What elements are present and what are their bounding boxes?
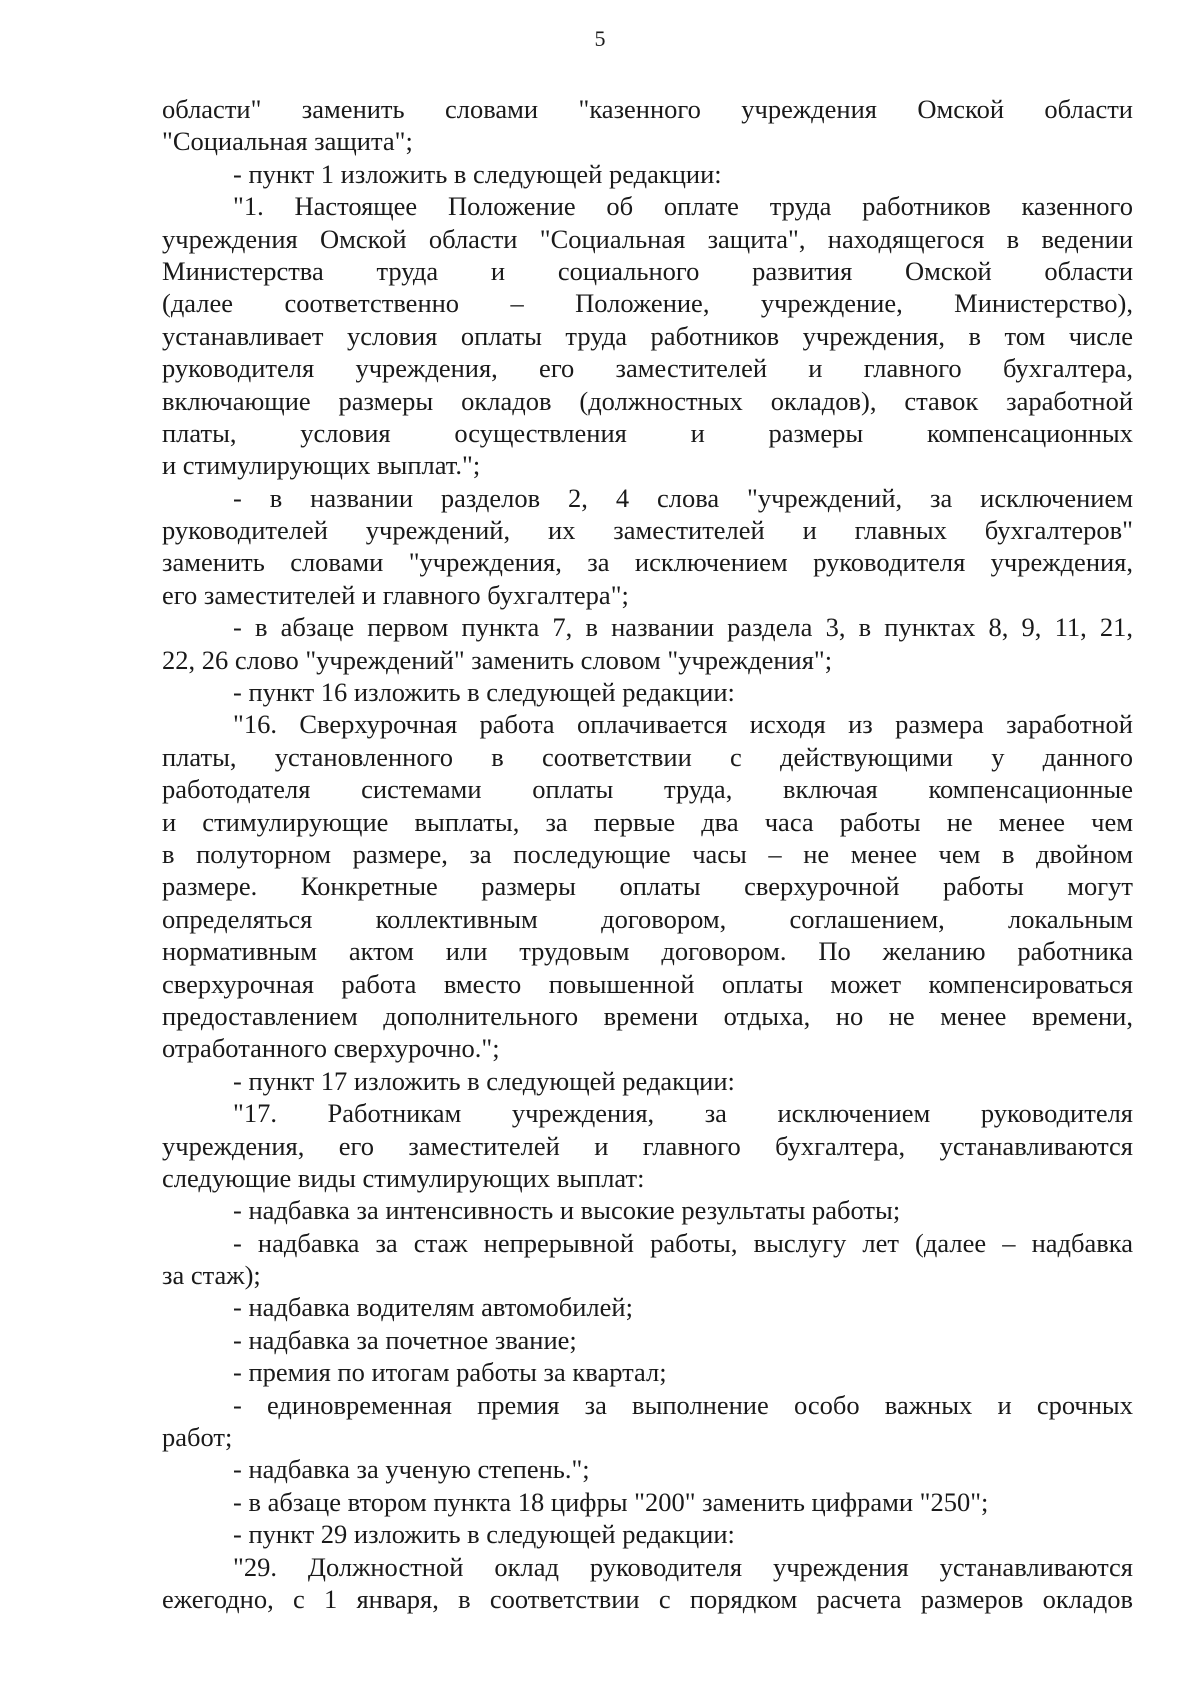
text-line: - в абзаце первом пункта 7, в названии раздела 3, в пунктах 8, 9, 11, 21, <box>233 612 1133 643</box>
text-line: "Социальная защита"; <box>162 126 413 157</box>
text-line: и стимулирующие выплаты, за первые два часа работы не менее чем <box>162 806 1133 837</box>
text-line: - в названии разделов 2, 4 слова "учреждений, за исключением <box>233 482 1133 513</box>
text-line: за стаж); <box>162 1260 261 1291</box>
text-line: учреждения Омской области "Социальная защита", находящегося в ведении <box>162 223 1133 254</box>
text-line: - в абзаце втором пункта 18 цифры "200" заменить цифрами "250"; <box>233 1486 989 1517</box>
text-line: - премия по итогам работы за квартал; <box>233 1357 667 1388</box>
text-line: - надбавка за интенсивность и высокие результаты работы; <box>233 1195 901 1226</box>
text-line: отработанного сверхурочно."; <box>162 1033 500 1064</box>
text-line: следующие виды стимулирующих выплат: <box>162 1162 645 1193</box>
text-line: ежегодно, с 1 января, в соответствии с порядком расчета размеров окладов <box>162 1583 1133 1614</box>
text-line: "1. Настоящее Положение об оплате труда работников казенного <box>233 191 1133 222</box>
text-line: - надбавка за почетное звание; <box>233 1324 577 1355</box>
text-line: Министерства труда и социального развития Омской области <box>162 255 1133 286</box>
text-line: - пункт 29 изложить в следующей редакции: <box>233 1519 735 1550</box>
text-line: "16. Сверхурочная работа оплачивается исходя из размера заработной <box>233 709 1133 740</box>
text-line: платы, условия осуществления и размеры компенсационных <box>162 417 1133 448</box>
text-line: заменить словами "учреждения, за исключением руководителя учреждения, <box>162 547 1133 578</box>
text-line: учреждения, его заместителей и главного бухгалтера, устанавливаются <box>162 1130 1133 1161</box>
text-line: "29. Должностной оклад руководителя учреждения устанавливаются <box>233 1551 1133 1582</box>
text-line: сверхурочная работа вместо повышенной оплаты может компенсироваться <box>162 968 1133 999</box>
text-line: нормативным актом или трудовым договором. По желанию работника <box>162 936 1133 967</box>
text-line: руководителей учреждений, их заместителей и главных бухгалтеров" <box>162 515 1133 546</box>
text-line: работодателя системами оплаты труда, включая компенсационные <box>162 774 1133 805</box>
text-line: области" заменить словами "казенного учреждения Омской области <box>162 94 1133 124</box>
text-line: определяться коллективным договором, соглашением, локальным <box>162 903 1133 934</box>
page-number: 5 <box>594 26 606 51</box>
text-line: размере. Конкретные размеры оплаты сверхурочной работы могут <box>162 871 1133 902</box>
text-line: (далее соответственно – Положение, учреждение, Министерство), <box>162 288 1133 319</box>
text-line: - надбавка за ученую степень."; <box>233 1454 590 1485</box>
text-line: - надбавка водителям автомобилей; <box>233 1292 633 1323</box>
text-line: его заместителей и главного бухгалтера"; <box>162 579 629 610</box>
text-line: платы, установленного в соответствии с действующими у данного <box>162 741 1133 772</box>
text-line: "17. Работникам учреждения, за исключением руководителя <box>233 1098 1133 1129</box>
text-line: 22, 26 слово "учреждений" заменить словом "учреждения"; <box>162 644 833 675</box>
document-body <box>162 93 1133 1615</box>
text-line: - надбавка за стаж непрерывной работы, выслугу лет (далее – надбавка <box>233 1227 1133 1258</box>
text-line: и стимулирующих выплат."; <box>162 450 481 481</box>
text-line: - пункт 16 изложить в следующей редакции: <box>233 677 735 708</box>
text-line: включающие размеры окладов (должностных окладов), ставок заработной <box>162 385 1133 416</box>
text-line: в полуторном размере, за последующие часы – не менее чем в двойном <box>162 838 1133 869</box>
text-line: устанавливает условия оплаты труда работников учреждения, в том числе <box>162 320 1133 351</box>
text-line: - единовременная премия за выполнение особо важных и срочных <box>233 1389 1133 1420</box>
text-line: - пункт 1 изложить в следующей редакции: <box>233 158 722 189</box>
text-line: руководителя учреждения, его заместителей и главного бухгалтера, <box>162 353 1133 384</box>
text-line: - пункт 17 изложить в следующей редакции: <box>233 1065 735 1096</box>
text-line: предоставлением дополнительного времени отдыха, но не менее времени, <box>162 1000 1133 1031</box>
text-line: работ; <box>162 1422 233 1453</box>
